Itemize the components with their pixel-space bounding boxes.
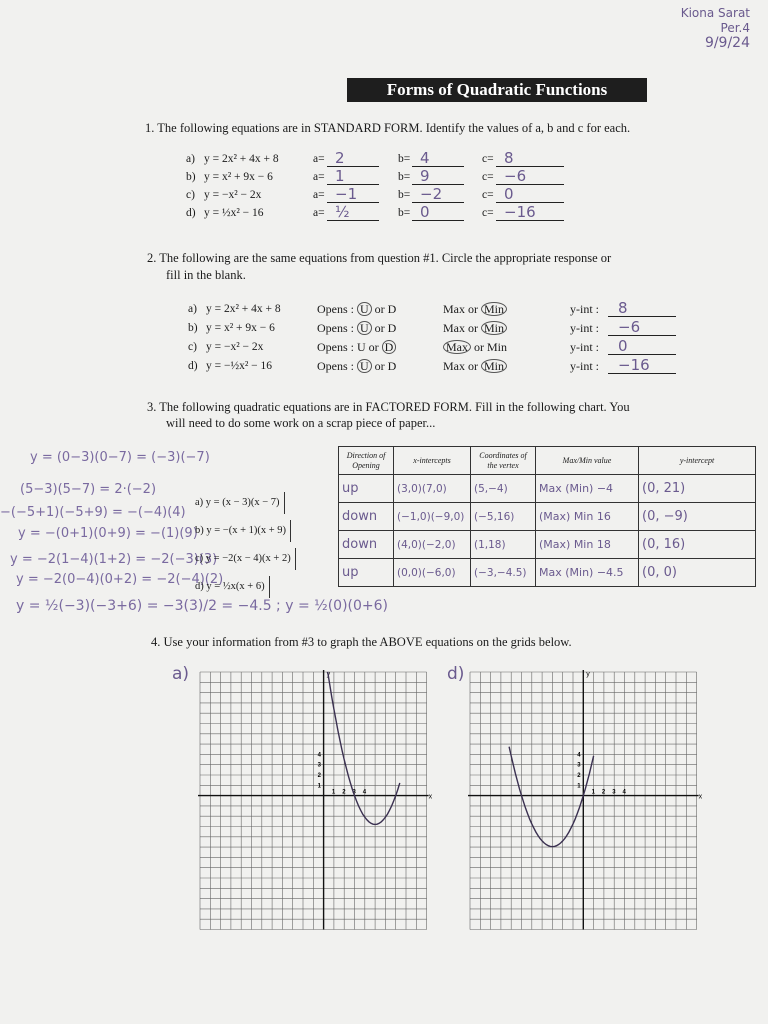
- q2-yint-answer: −16: [618, 356, 650, 374]
- x-tick-label: 4: [362, 789, 367, 796]
- q2-opens: [317, 321, 396, 336]
- chart-row-equation: a) y = (x − 3)(x − 7): [195, 492, 285, 514]
- chart-row-equation: b) y = −(x + 1)(x + 9): [195, 520, 291, 542]
- student-name: Kiona Sarat: [680, 6, 750, 20]
- y-axis-label: y: [326, 671, 331, 678]
- chart-cell-xint: (4,0)(−2,0): [394, 531, 471, 559]
- header-x-intercepts: x-intercepts: [394, 447, 471, 475]
- q2-row-label: b): [188, 322, 198, 334]
- graph-d: [466, 668, 703, 938]
- min-option: Min: [481, 321, 507, 335]
- chart-cell-yint: (0, 16): [639, 531, 756, 559]
- chart-cell-yint: (0, 0): [639, 559, 756, 587]
- max-option: Max: [443, 321, 465, 335]
- q2-yint-label: y-int :: [570, 359, 599, 373]
- q4-prompt: 4. Use your information from #3 to graph the ABOVE equations on the grids below.: [151, 635, 572, 649]
- q2-row-equation: y = −x² − 2x: [206, 341, 264, 353]
- q1-row-equation: y = 2x² + 4x + 8: [204, 153, 279, 165]
- x-axis-label: x: [428, 793, 433, 801]
- chart-row: [339, 559, 756, 587]
- q1-answer-b: 4: [420, 149, 430, 167]
- maxmin-or: or: [471, 340, 487, 354]
- q2-row-equation: y = −½x² − 16: [206, 360, 273, 372]
- q1-blank-label: a=: [313, 171, 325, 183]
- scrap-work-line: y = (0−3)(0−7) = (−3)(−7): [30, 450, 210, 465]
- q2-yint-label: y-int :: [570, 302, 599, 316]
- q1-blank-a: [313, 203, 393, 223]
- chart-cell-vertex: (1,18): [471, 531, 536, 559]
- min-option: Min: [481, 302, 507, 316]
- q1-answer-a: −1: [335, 185, 358, 203]
- opens-d: D: [382, 340, 397, 354]
- q1-blank-label: a=: [313, 207, 325, 219]
- q1-blank-b: [398, 185, 478, 205]
- opens-d: D: [387, 302, 397, 316]
- opens-or: or: [371, 359, 388, 373]
- q2-row-label: d): [188, 360, 198, 372]
- chart-cell-dir: up: [339, 559, 394, 587]
- q1-row-equation: y = −x² − 2x: [204, 189, 262, 201]
- q1-blank-label: b=: [398, 153, 411, 165]
- chart-cell-xint: (3,0)(7,0): [394, 475, 471, 503]
- q2-opens: [317, 302, 396, 317]
- opens-u: U: [357, 340, 366, 354]
- opens-or: or: [365, 340, 382, 354]
- x-tick-label: 3: [352, 789, 356, 796]
- date: 9/9/24: [704, 35, 750, 51]
- header-maxmin: Max/Min value: [536, 447, 639, 475]
- y-tick-label: 3: [577, 762, 581, 769]
- q1-answer-a: ½: [335, 203, 350, 221]
- maxmin-or: or: [465, 302, 481, 316]
- q1-blank-label: b=: [398, 189, 411, 201]
- x-tick-label: 2: [601, 789, 606, 796]
- y-tick-label: 2: [317, 773, 321, 779]
- scrap-work-line: (5−3)(5−7) = 2·(−2): [20, 482, 157, 497]
- opens-or: or: [371, 321, 388, 335]
- opens-label: Opens :: [317, 340, 357, 354]
- q1-answer-a: 1: [335, 167, 345, 185]
- q2-row-label: c): [188, 341, 197, 353]
- graph-a: [196, 668, 433, 938]
- q2-yint-label: y-int :: [570, 340, 599, 354]
- opens-d: D: [387, 321, 397, 335]
- q1-blank-a: [313, 185, 393, 205]
- chart-cell-vertex: (−5,16): [471, 503, 536, 531]
- q1-blank-a: [313, 149, 393, 169]
- opens-u: U: [357, 359, 372, 373]
- parabola-curve: [328, 672, 400, 825]
- q1-answer-b: 0: [420, 203, 430, 221]
- student-period: Per.4: [720, 21, 750, 35]
- chart-cell-maxmin: Max (Min) −4: [536, 475, 639, 503]
- scrap-work-line: y = −2(0−4)(0+2) = −2(−4)(2): [16, 572, 224, 587]
- q1-blank-c: [482, 203, 562, 223]
- q1-row-label: d): [186, 207, 196, 219]
- scrap-work-line: y = −2(1−4)(1+2) = −2(−3)(3): [10, 552, 218, 567]
- q2-prompt-line1: 2. The following are the same equations from question #1. Circle the appropriate response or: [147, 251, 612, 265]
- opens-label: Opens :: [317, 359, 357, 373]
- min-option: Min: [487, 340, 508, 354]
- chart-cell-xint: (−1,0)(−9,0): [394, 503, 471, 531]
- x-tick-label: 2: [342, 789, 346, 796]
- y-tick-label: 3: [317, 762, 321, 769]
- q1-blank-label: c=: [482, 171, 494, 183]
- q2-row-equation: y = 2x² + 4x + 8: [206, 303, 281, 315]
- q1-answer-c: 8: [504, 149, 514, 167]
- factored-form-chart: [338, 446, 756, 587]
- q1-row-label: a): [186, 153, 195, 165]
- q1-blank-c: [482, 167, 562, 187]
- q2-yint-answer: −6: [618, 318, 641, 336]
- opens-u: U: [357, 321, 372, 335]
- x-tick-label: 4: [622, 789, 626, 796]
- y-tick-label: 1: [577, 783, 581, 790]
- q1-blank-label: c=: [482, 207, 494, 219]
- y-tick-label: 2: [577, 773, 581, 779]
- chart-cell-yint: (0, −9): [639, 503, 756, 531]
- x-tick-label: 1: [331, 789, 336, 796]
- q1-answer-b: −2: [420, 185, 443, 203]
- chart-row-equation: c) y = −2(x − 4)(x + 2): [195, 548, 296, 570]
- q1-blank-label: a=: [313, 189, 325, 201]
- q2-yint-label: y-int :: [570, 321, 599, 335]
- q1-answer-b: 9: [420, 167, 430, 185]
- chart-cell-maxmin: Max (Min) −4.5: [536, 559, 639, 587]
- scrap-work-line: −(−5+1)(−5+9) = −(−4)(4): [0, 505, 186, 520]
- graph-d-label: d): [447, 664, 465, 684]
- q1-blank-b: [398, 203, 478, 223]
- maxmin-or: or: [465, 359, 481, 373]
- opens-label: Opens :: [317, 321, 357, 335]
- q1-answer-c: −6: [504, 167, 527, 185]
- y-tick-label: 4: [577, 752, 581, 759]
- q1-blank-label: b=: [398, 207, 411, 219]
- scrap-work-line: y = ½(−3)(−3+6) = −3(3)/2 = −4.5 ; y = ½(0)(0+6): [16, 598, 388, 614]
- min-option: Min: [481, 359, 507, 373]
- q2-row-label: a): [188, 303, 197, 315]
- q2-yint-answer: 8: [618, 299, 628, 317]
- q1-answer-c: 0: [504, 185, 514, 203]
- x-tick-label: 3: [612, 789, 616, 796]
- q1-answer-a: 2: [335, 149, 345, 167]
- q2-opens: [317, 359, 396, 374]
- q3-prompt-line1: 3. The following quadratic equations are in FACTORED FORM. Fill in the following chart. You: [147, 400, 630, 414]
- q1-blank-label: a=: [313, 153, 325, 165]
- q1-blank-label: c=: [482, 153, 494, 165]
- graph-a-label: a): [172, 664, 190, 684]
- chart-row: [339, 475, 756, 503]
- x-tick-label: 1: [591, 789, 595, 796]
- opens-label: Opens :: [317, 302, 357, 316]
- chart-cell-dir: down: [339, 531, 394, 559]
- chart-cell-vertex: (5,−4): [471, 475, 536, 503]
- header-direction: Direction of Opening: [339, 447, 394, 475]
- q1-row-label: c): [186, 189, 195, 201]
- q2-prompt-line2: fill in the blank.: [166, 268, 246, 282]
- q1-blank-b: [398, 149, 478, 169]
- q1-blank-label: c=: [482, 189, 494, 201]
- q2-maxmin: [443, 340, 507, 355]
- opens-d: D: [387, 359, 397, 373]
- student-header: [650, 6, 750, 51]
- chart-row: [339, 531, 756, 559]
- chart-cell-maxmin: (Max) Min 18: [536, 531, 639, 559]
- y-axis-label: y: [586, 671, 590, 678]
- max-option: Max: [443, 340, 471, 354]
- q1-blank-label: b=: [398, 171, 411, 183]
- q1-row-equation: y = x² + 9x − 6: [204, 171, 273, 183]
- q2-maxmin: [443, 359, 507, 374]
- chart-cell-xint: (0,0)(−6,0): [394, 559, 471, 587]
- y-tick-label: 1: [317, 783, 321, 790]
- chart-cell-vertex: (−3,−4.5): [471, 559, 536, 587]
- opens-u: U: [357, 302, 372, 316]
- max-option: Max: [443, 359, 465, 373]
- chart-cell-dir: down: [339, 503, 394, 531]
- q2-maxmin: [443, 302, 507, 317]
- opens-or: or: [371, 302, 388, 316]
- q1-prompt: 1. The following equations are in STANDARD FORM. Identify the values of a, b and c for each.: [145, 121, 631, 135]
- q1-row-label: b): [186, 171, 196, 183]
- q2-maxmin: [443, 321, 507, 336]
- max-option: Max: [443, 302, 465, 316]
- y-tick-label: 4: [317, 752, 321, 759]
- q2-opens: [317, 340, 396, 355]
- scrap-work-line: y = −(0+1)(0+9) = −(1)(9): [18, 526, 198, 541]
- header-vertex: Coordinates of the vertex: [471, 447, 536, 475]
- x-axis-label: x: [698, 793, 703, 801]
- q1-answer-c: −16: [504, 203, 536, 221]
- maxmin-or: or: [465, 321, 481, 335]
- chart-row: [339, 503, 756, 531]
- header-y-intercept: y-intercept: [639, 447, 756, 475]
- chart-cell-dir: up: [339, 475, 394, 503]
- q2-yint-answer: 0: [618, 337, 628, 355]
- chart-row-equation: d) y = ½x(x + 6): [195, 576, 270, 598]
- q1-row-equation: y = ½x² − 16: [204, 207, 264, 219]
- q2-row-equation: y = x² + 9x − 6: [206, 322, 275, 334]
- chart-cell-yint: (0, 21): [639, 475, 756, 503]
- chart-cell-maxmin: (Max) Min 16: [536, 503, 639, 531]
- q3-prompt-line2: will need to do some work on a scrap piece of paper...: [166, 416, 436, 430]
- page-title: Forms of Quadratic Functions: [347, 78, 647, 102]
